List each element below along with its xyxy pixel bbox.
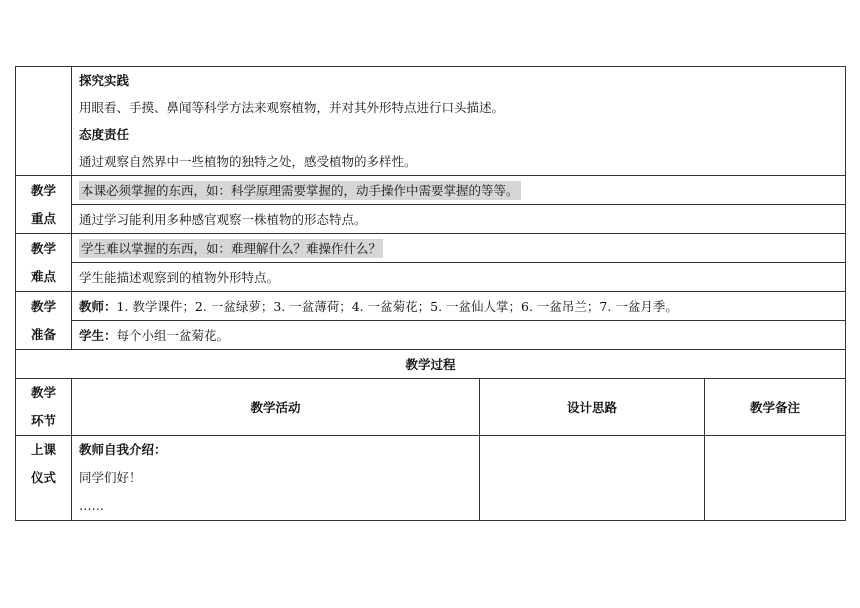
- process-title-row: [16, 350, 846, 379]
- inquiry-title: 探究实践: [79, 73, 130, 88]
- col-stage-header: 教学 环节: [16, 379, 72, 436]
- attitude-title: 态度责任: [79, 127, 130, 142]
- preparation-label: 教学 准备: [16, 292, 72, 350]
- col-notes-header: 教学备注: [705, 379, 846, 436]
- preparation-teacher-cell: [72, 292, 846, 321]
- ceremony-row: [16, 436, 846, 521]
- attitude-text: 通过观察自然界中一些植物的独特之处，感受植物的多样性。: [79, 154, 417, 169]
- intro-title: 教师自我介绍：: [79, 442, 167, 457]
- preparation-row-2: [16, 321, 846, 350]
- student-label: 学生：: [79, 327, 117, 343]
- ceremony-design: [480, 436, 705, 521]
- process-header-row: [16, 379, 846, 436]
- student-materials: 每个小组一盆菊花。: [116, 327, 230, 343]
- ellipsis: ……: [79, 498, 104, 513]
- ceremony-activity: [72, 436, 480, 521]
- teacher-materials: 1. 教学课件；2. 一盆绿萝；3. 一盆薄荷；4. 一盆菊花；5. 一盆仙人掌；6. 一盆吊兰；7. 一盆月季。: [116, 298, 678, 314]
- key-points-hint: 本课必须掌握的东西，如：科学原理需要掌握的，动手操作中需要掌握的等等。: [81, 182, 519, 198]
- key-points-hint-cell: [72, 176, 846, 205]
- greeting: 同学们好！: [79, 470, 142, 485]
- goals-label-cell: [16, 67, 72, 176]
- col-design-header: 设计思路: [480, 379, 705, 436]
- key-points-label: 教学 重点: [16, 176, 72, 234]
- difficulties-label: 教学 难点: [16, 234, 72, 292]
- difficulties-row-1: [16, 234, 846, 263]
- key-points-row-2: [16, 205, 846, 234]
- difficulties-text: 学生能描述观察到的植物外形特点。: [72, 263, 846, 292]
- inquiry-text: 用眼看、手摸、鼻闻等科学方法来观察植物，并对其外形特点进行口头描述。: [79, 100, 505, 115]
- preparation-student-cell: [72, 321, 846, 350]
- preparation-row-1: [16, 292, 846, 321]
- goals-row: [16, 67, 846, 176]
- difficulties-hint: 学生难以掌握的东西，如：难理解什么？难操作什么？: [81, 240, 382, 256]
- ceremony-stage: 上课 仪式: [16, 436, 72, 521]
- key-points-row-1: [16, 176, 846, 205]
- col-activity-header: 教学活动: [72, 379, 480, 436]
- ceremony-notes: [705, 436, 846, 521]
- difficulties-row-2: [16, 263, 846, 292]
- difficulties-hint-cell: [72, 234, 846, 263]
- teacher-label: 教师：: [79, 298, 117, 314]
- lesson-plan-page: [15, 66, 845, 521]
- key-points-text: 通过学习能利用多种感官观察一株植物的形态特点。: [72, 205, 846, 234]
- lesson-plan-table: [15, 66, 846, 521]
- process-title: 教学过程: [16, 350, 846, 379]
- goals-content-cell: [72, 67, 846, 176]
